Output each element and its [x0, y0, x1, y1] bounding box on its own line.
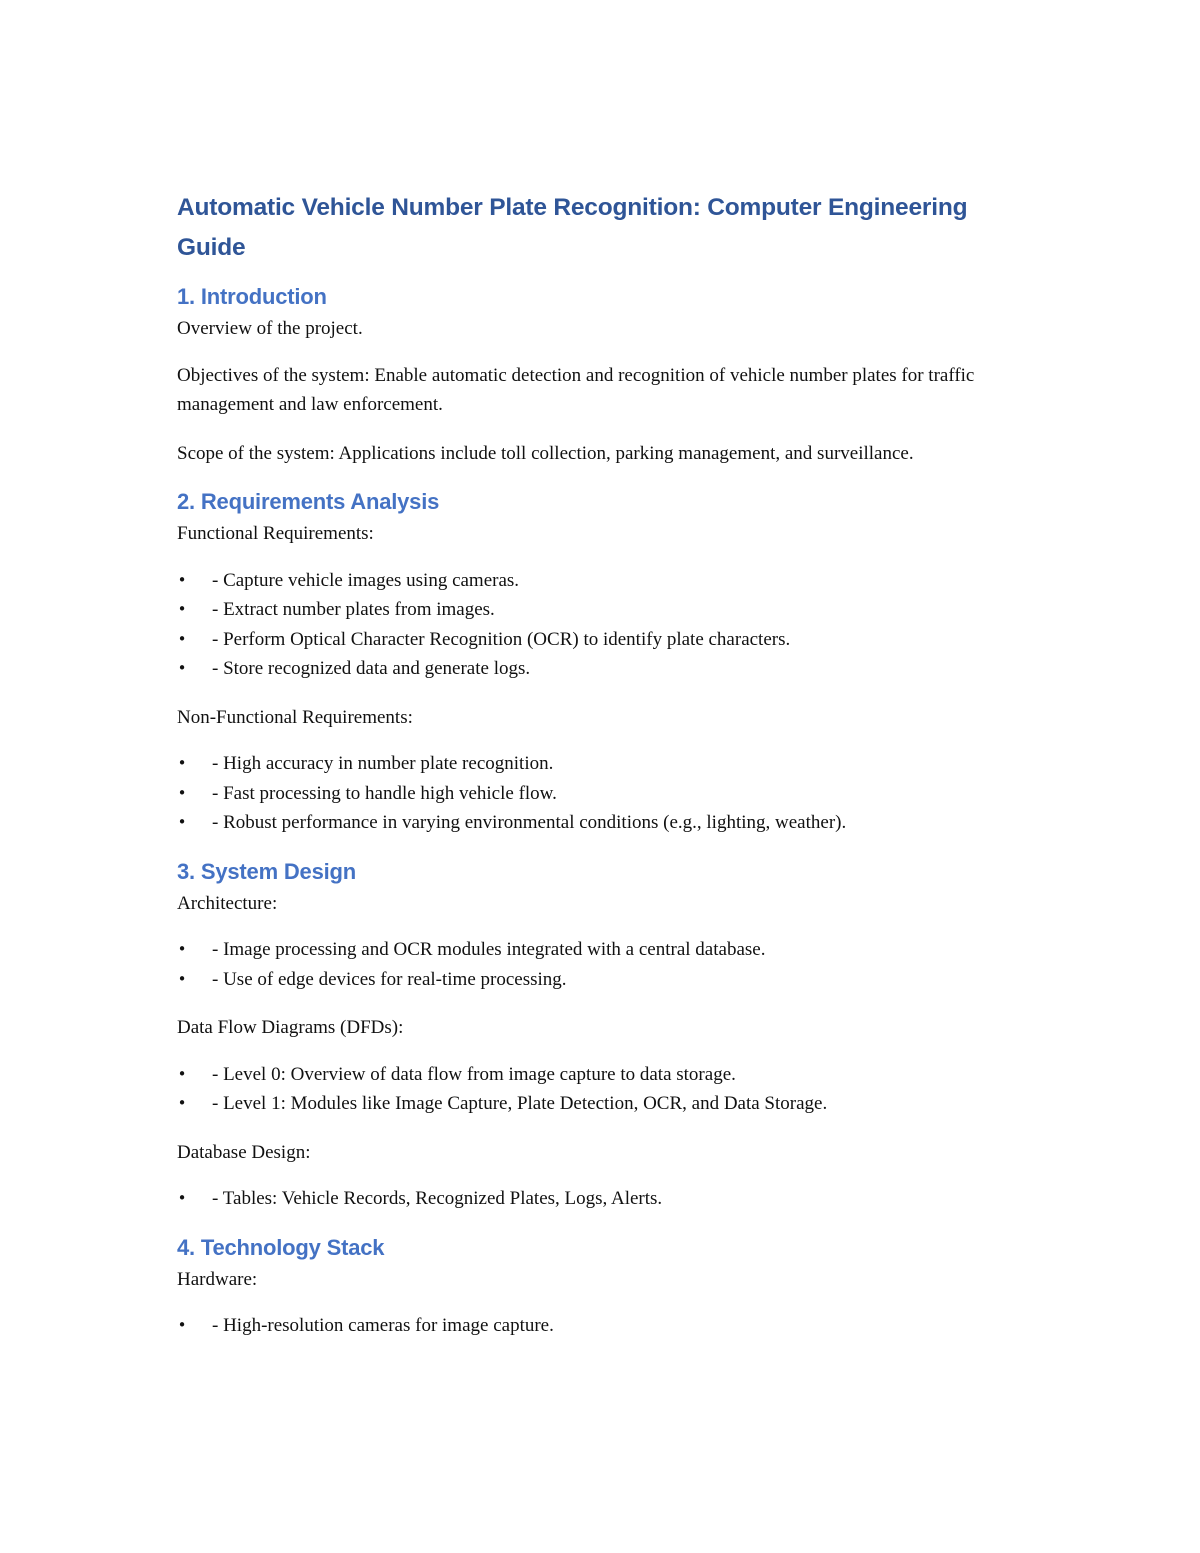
list-item — [177, 808, 1007, 838]
architecture-list — [177, 935, 1007, 994]
list-item — [177, 625, 1007, 655]
document-title: Automatic Vehicle Number Plate Recognition: Computer Engineering Guide — [177, 194, 968, 261]
bullet-icon: • — [177, 940, 187, 958]
list-item — [177, 595, 1007, 625]
list-item-text: - High-resolution cameras for image capture. — [212, 1315, 554, 1336]
list-item — [177, 654, 1007, 684]
document-page — [177, 188, 1007, 1360]
list-item-text: - Robust performance in varying environmental conditions (e.g., lighting, weather). — [212, 812, 847, 833]
list-item — [177, 779, 1007, 809]
bullet-icon: • — [177, 1189, 187, 1207]
list-item-text: - Level 1: Modules like Image Capture, Plate Detection, OCR, and Data Storage. — [212, 1093, 828, 1114]
hardware-label: Hardware: — [177, 1268, 258, 1290]
intro-overview: Overview of the project. — [177, 318, 363, 339]
heading-introduction: 1. Introduction — [177, 284, 327, 309]
intro-scope: Scope of the system: Applications include toll collection, parking management, and surveillance. — [177, 442, 914, 464]
list-item-text: - Store recognized data and generate logs. — [212, 658, 531, 679]
bullet-icon: • — [177, 783, 187, 802]
database-design-list — [177, 1184, 1007, 1214]
list-item-text: - Capture vehicle images using cameras. — [212, 569, 520, 591]
list-item — [177, 749, 1007, 779]
bullet-icon: • — [177, 600, 187, 618]
list-item-text: - Fast processing to handle high vehicle flow. — [212, 782, 557, 804]
database-design-label: Database Design: — [177, 1141, 311, 1163]
bullet-icon: • — [177, 659, 187, 677]
list-item-text: - Image processing and OCR modules integrated with a central database. — [212, 939, 766, 960]
architecture-label: Architecture: — [177, 892, 278, 914]
functional-requirements-label: Functional Requirements: — [177, 523, 374, 544]
list-item-text: - Extract number plates from images. — [212, 599, 495, 620]
dfd-label: Data Flow Diagrams (DFDs): — [177, 1017, 404, 1038]
list-item — [177, 566, 1007, 596]
list-item — [177, 1089, 1007, 1119]
list-item — [177, 965, 1007, 995]
bullet-icon: • — [177, 754, 187, 772]
list-item — [177, 935, 1007, 965]
list-item-text: - Level 0: Overview of data flow from image capture to data storage. — [212, 1063, 736, 1085]
list-item-text: - High accuracy in number plate recognition. — [212, 753, 554, 774]
intro-objectives: Objectives of the system: Enable automatic detection and recognition of vehicle number plates for traffic management and law enforcement. — [177, 364, 975, 415]
hardware-list — [177, 1311, 1007, 1341]
list-item-text: - Perform Optical Character Recognition (OCR) to identify plate characters. — [212, 628, 791, 650]
bullet-icon: • — [177, 1064, 187, 1083]
list-item-text: - Use of edge devices for real-time processing. — [212, 968, 567, 990]
nonfunctional-requirements-list — [177, 749, 1007, 838]
bullet-icon: • — [177, 570, 187, 589]
functional-requirements-list — [177, 566, 1007, 684]
nonfunctional-requirements-label: Non-Functional Requirements: — [177, 706, 413, 728]
bullet-icon: • — [177, 969, 187, 988]
dfd-list — [177, 1060, 1007, 1119]
list-item — [177, 1184, 1007, 1214]
bullet-icon: • — [177, 1316, 187, 1334]
heading-system-design: 3. System Design — [177, 858, 356, 884]
bullet-icon: • — [177, 813, 187, 831]
list-item-text: - Tables: Vehicle Records, Recognized Plates, Logs, Alerts. — [212, 1188, 663, 1209]
bullet-icon: • — [177, 1094, 187, 1112]
bullet-icon: • — [177, 629, 187, 648]
list-item — [177, 1060, 1007, 1090]
list-item — [177, 1311, 1007, 1341]
heading-technology-stack: 4. Technology Stack — [177, 1234, 385, 1260]
heading-requirements-analysis: 2. Requirements Analysis — [177, 489, 440, 514]
